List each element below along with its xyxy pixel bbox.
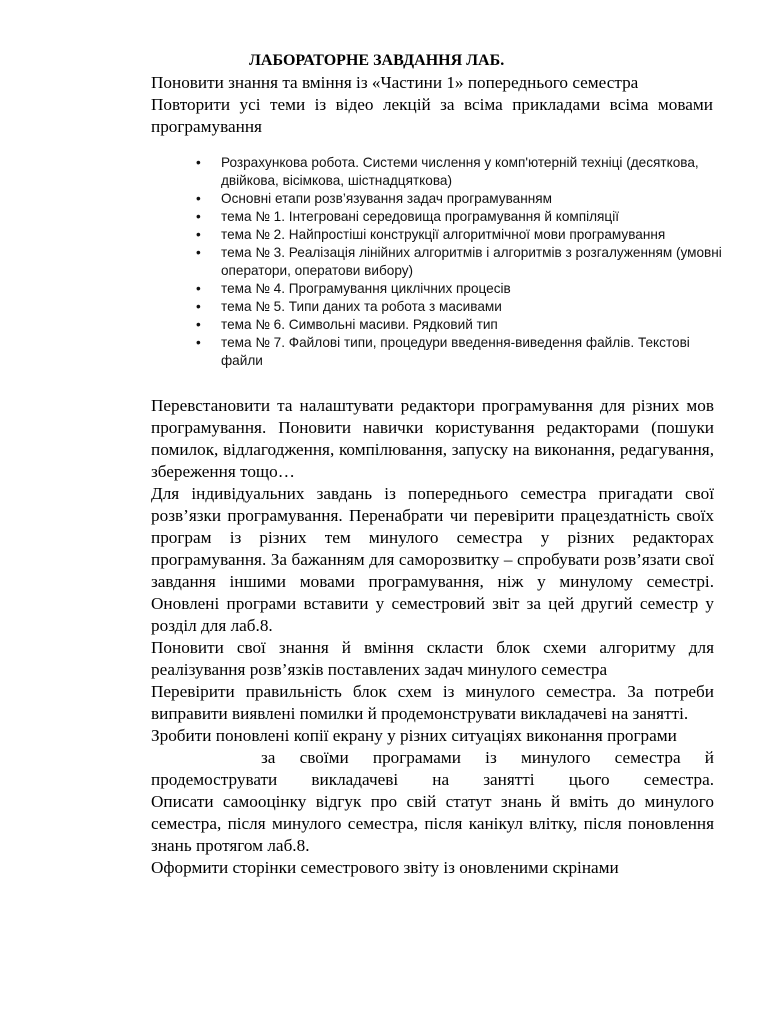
list-item (194, 190, 724, 208)
list-item-text: тема № 6. Символьні масиви. Рядковий тип (221, 317, 498, 332)
body-paragraph: Оформити сторінки семестрового звіту із оновленими скрінами (151, 858, 619, 877)
body-paragraph: Описати самооцінку відгук про свій статут знань й вміть до минулого семестра, після минулого семестра, після канікул влітку, після поновлення знань протягом лаб.8. (151, 792, 714, 855)
list-item (194, 226, 724, 244)
bullet-icon: • (196, 209, 201, 224)
list-item (194, 316, 724, 334)
list-item (194, 334, 724, 370)
list-item-text: тема № 3. Реалізація лінійних алгоритмів і алгоритмів з розгалуженням (умовні оператори, оператови вибору) (221, 245, 722, 278)
list-item-text: Розрахункова робота. Системи числення у комп'ютерній техніці (десяткова, двійкова, вісімкова, шістнадцяткова) (221, 155, 699, 188)
bullet-icon: • (196, 335, 201, 350)
body-paragraph: Зробити поновлені копії екрану у різних ситуаціях виконання програми (151, 726, 677, 745)
bullet-icon: • (196, 281, 201, 296)
list-item (194, 154, 724, 190)
body-paragraph: Перевстановити та налаштувати редактори програмування для різних мов програмування. Поновити навички користування редакторами (пошуки помилок, відлагодження, компілювання, запуску на виконання, редагування, збереження тощо… (151, 396, 714, 481)
intro-line: Поновити знання та вміння із «Частини 1» попереднього семестра (151, 73, 639, 92)
bullet-icon: • (196, 227, 201, 242)
body-paragraph: Перевірити правильність блок схем із минулого семестра. За потреби виправити виявлені помилки й продемонструвати викладачеві на занятті. (151, 682, 714, 723)
bullet-icon: • (196, 155, 201, 170)
list-item-text: тема № 7. Файлові типи, процедури введення-виведення файлів. Текстові файли (221, 335, 690, 368)
document-title: ЛАБОРАТОРНЕ ЗАВДАННЯ ЛАБ. (249, 52, 505, 69)
list-item (194, 298, 724, 316)
list-item-text: тема № 1. Інтегровані середовища програмування й компіляції (221, 209, 619, 224)
body-paragraph-indented (151, 747, 714, 791)
list-item-text: Основні етапи розв’язування задач програмуванням (221, 191, 552, 206)
list-item-text: тема № 4. Програмування циклічних процесів (221, 281, 511, 296)
intro-line: Повторити усі теми із відео лекцій за всіма прикладами всіма мовами програмування (151, 95, 713, 136)
bullet-icon: • (196, 317, 201, 332)
bullet-icon: • (196, 191, 201, 206)
list-item (194, 208, 724, 226)
body-paragraph: Поновити свої знання й вміння скласти блок схеми алгоритму для реалізування розв’язків поставлених задач минулого семестра (151, 638, 714, 679)
body-paragraph-text: за своїми програмами із минулого семестра й продемострувати викладачеві на занятті цього семестра. (151, 748, 714, 789)
list-item-text: тема № 2. Найпростіші конструкції алгоритмічної мови програмування (221, 227, 666, 242)
body-paragraph: Для індивідуальних завдань із попереднього семестра пригадати свої розв’язки програмування. Перенабрати чи перевірити працездатність своїх програм із різних тем минулого семестра у різних редакторах програмування. За бажанням для саморозвитку – спробувати розв’язати свої завдання іншими мовами програмування, ніж у минулому семестрі. Оновлені програми вставити у семестровий звіт за цей другий семестр у розділ для лаб.8. (151, 484, 714, 635)
intro-section (151, 72, 713, 138)
list-item (194, 244, 724, 280)
bullet-icon: • (196, 245, 201, 260)
bullet-icon: • (196, 299, 201, 314)
list-item-text: тема № 5. Типи даних та робота з масивами (221, 299, 502, 314)
list-item (194, 280, 724, 298)
body-section (151, 395, 714, 879)
topics-list (194, 154, 724, 370)
